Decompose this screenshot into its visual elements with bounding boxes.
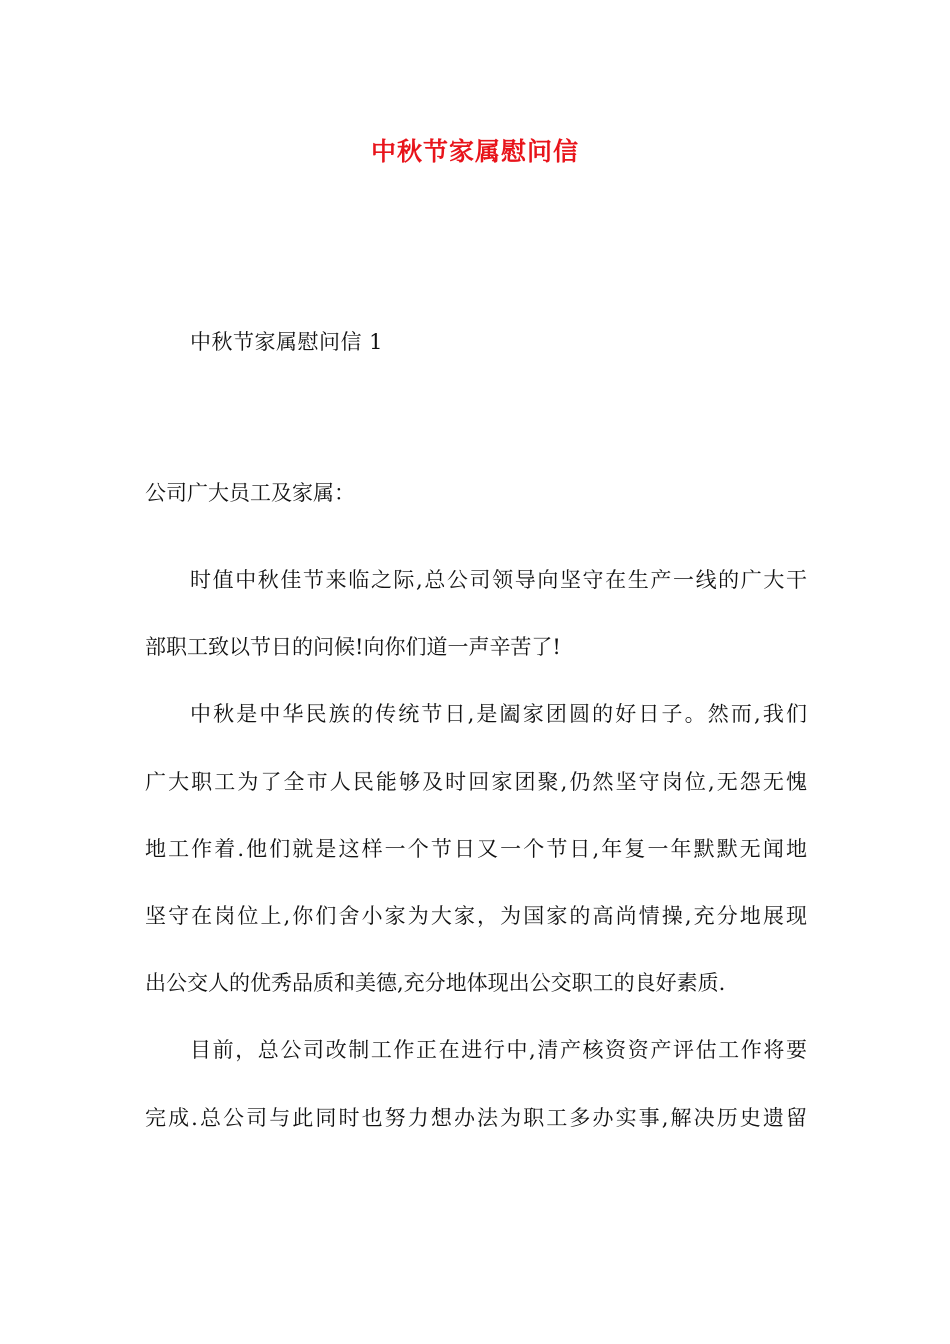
letter-body (145, 547, 807, 1152)
paragraph-line: 时值中秋佳节来临之际,总公司领导向坚守在生产一线的广大干 (190, 568, 807, 592)
paragraph-line: 地工作着.他们就是这样一个节日又一个节日,年复一年默默无闻地 (145, 836, 807, 861)
paragraph-3 (145, 1017, 807, 1151)
paragraph-2 (145, 681, 807, 1017)
paragraph-line: 部职工致以节日的问候!向你们道一声辛苦了! (145, 635, 561, 660)
paragraph-line: 目前，总公司改制工作正在进行中,清产核资资产评估工作将要 (190, 1038, 807, 1063)
paragraph-line: 坚守在岗位上,你们舍小家为大家，为国家的高尚情操,充分地展现 (145, 903, 807, 928)
section-heading: 中秋节家属慰问信 1 (190, 330, 384, 354)
paragraph-line: 广大职工为了全市人民能够及时回家团聚,仍然坚守岗位,无怨无愧 (145, 769, 807, 794)
paragraph-1 (145, 547, 807, 681)
paragraph-line: 完成.总公司与此同时也努力想办法为职工多办实事,解决历史遗留 (145, 1105, 807, 1130)
paragraph-line: 出公交人的优秀品质和美德,充分地体现出公交职工的良好素质. (145, 971, 726, 996)
salutation: 公司广大员工及家属： (145, 481, 355, 505)
paragraph-line: 中秋是中华民族的传统节日,是阖家团圆的好日子。然而,我们 (190, 702, 807, 727)
document-title: 中秋节家属慰问信 (370, 137, 579, 166)
